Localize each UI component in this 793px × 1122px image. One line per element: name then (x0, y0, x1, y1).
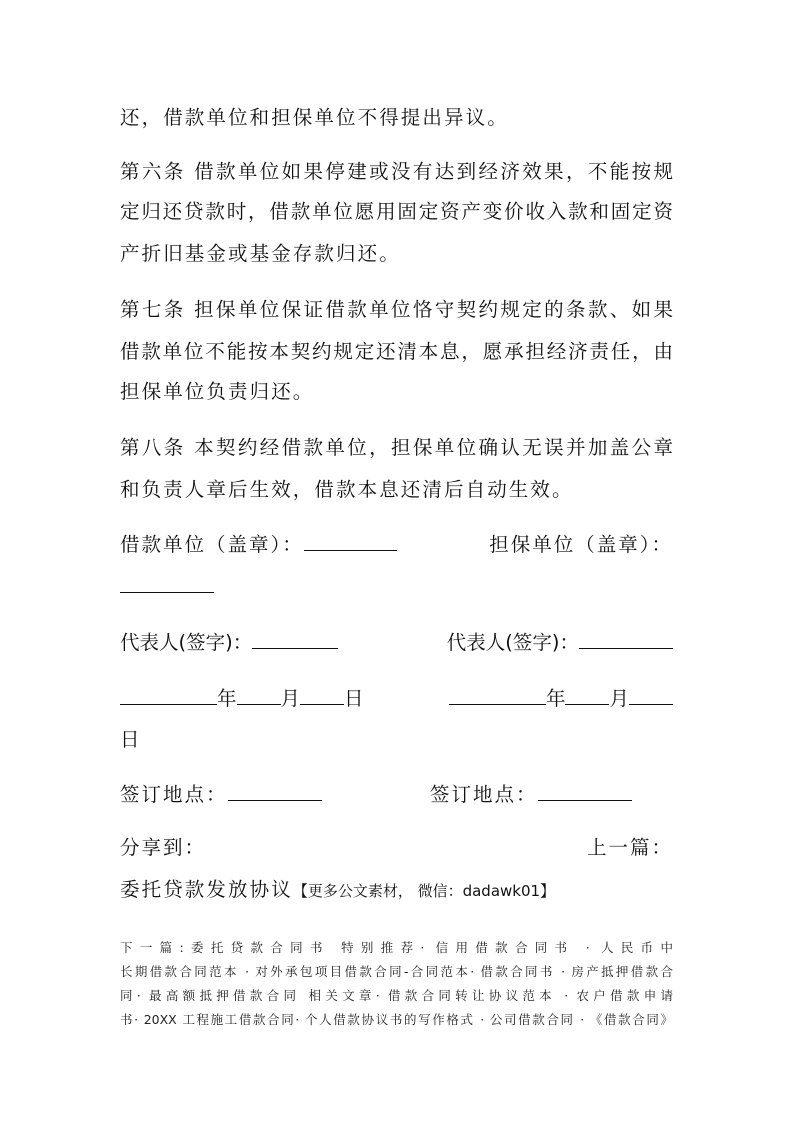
month-label: 月 (609, 687, 629, 710)
article-8-line-2: 和负责人章后生效，借款本息还清后自动生效。 (120, 478, 574, 501)
guarantor-place-label: 签订地点： (430, 783, 538, 806)
borrower-rep-blank (252, 630, 338, 649)
article-6-line-2: 定归还贷款时，借款单位愿用固定资产变价收入款和固定资 (120, 200, 673, 223)
article-7-line-2: 借款单位不能按本契约规定还清本息，愿承担经济责任，由 (120, 340, 673, 363)
borrower-seal-label: 借款单位（盖章）： (120, 533, 304, 556)
borrower-year-blank (120, 686, 217, 705)
guarantor-seal-blank (120, 574, 214, 593)
borrower-date (120, 686, 364, 711)
day-label: 日 (344, 687, 364, 710)
share-row (120, 836, 673, 860)
article-7-line-3: 担保单位负责归还。 (120, 380, 315, 403)
body-line: 还，借款单位和担保单位不得提出异议。 (120, 106, 509, 129)
borrower-day-blank (300, 686, 344, 705)
related-links-line-1[interactable]: 下一篇:委托贷款合同书 特别推荐· 信用借款合同书 · 人民币中 (120, 939, 673, 955)
borrower-place (120, 782, 322, 807)
prev-article-link[interactable]: 委托贷款发放协议 (120, 878, 293, 901)
guarantor-day-label: 日 (120, 728, 142, 751)
article-6-line-3: 产折旧基金或基金存款归还。 (120, 242, 401, 265)
guarantor-seal-blank-line (120, 574, 214, 599)
borrower-seal-blank (304, 532, 397, 551)
guarantor-place (430, 782, 632, 807)
guarantor-year-blank (449, 686, 546, 705)
guarantor-day-blank (629, 686, 673, 705)
related-links-line-2[interactable]: 长期借款合同范本 · 对外承包项目借款合同-合同范本· 借款合同书 · 房产抵押借款合 (120, 963, 673, 979)
representative-row (120, 630, 673, 655)
seal-row (120, 532, 673, 557)
guarantor-rep-blank (579, 630, 673, 649)
borrower-month-blank (237, 686, 281, 705)
guarantor-rep-label: 代表人(签字)： (446, 631, 579, 654)
guarantor-date (449, 686, 673, 711)
related-links-line-3[interactable]: 同· 最高额抵押借款合同 相关文章· 借款合同转让协议范本 · 农户借款申请 (120, 987, 673, 1003)
article-7-line-1: 第七条 担保单位保证借款单位恪守契约规定的条款、如果 (120, 298, 673, 321)
guarantor-seal-label: 担保单位（盖章）： (489, 533, 673, 556)
borrower-rep-label: 代表人(签字)： (120, 631, 253, 654)
date-row (120, 686, 673, 711)
share-label: 分享到： (120, 836, 207, 859)
borrower-representative (120, 630, 338, 655)
article-8-line-1: 第八条 本契约经借款单位，担保单位确认无误并加盖公章 (120, 436, 673, 459)
article-6-line-1: 第六条 借款单位如果停建或没有达到经济效果，不能按规 (120, 160, 673, 183)
guarantor-representative (447, 630, 673, 655)
prev-article-line (120, 878, 555, 903)
year-label: 年 (217, 687, 237, 710)
year-label: 年 (545, 687, 566, 710)
related-links-line-4[interactable]: 书· 20XX 工程施工借款合同· 个人借款协议书的写作格式 · 公司借款合同 · 《借款合同》 (120, 1011, 673, 1027)
borrower-place-label: 签订地点： (120, 783, 228, 806)
month-label: 月 (280, 687, 301, 710)
borrower-place-blank (228, 782, 322, 801)
guarantor-month-blank (565, 686, 609, 705)
guarantor-place-blank (538, 782, 632, 801)
wechat-note: 【更多公文素材， 微信：dadawk01】 (292, 882, 556, 900)
borrower-seal (120, 532, 397, 557)
prev-article-label: 上一篇： (586, 836, 673, 859)
